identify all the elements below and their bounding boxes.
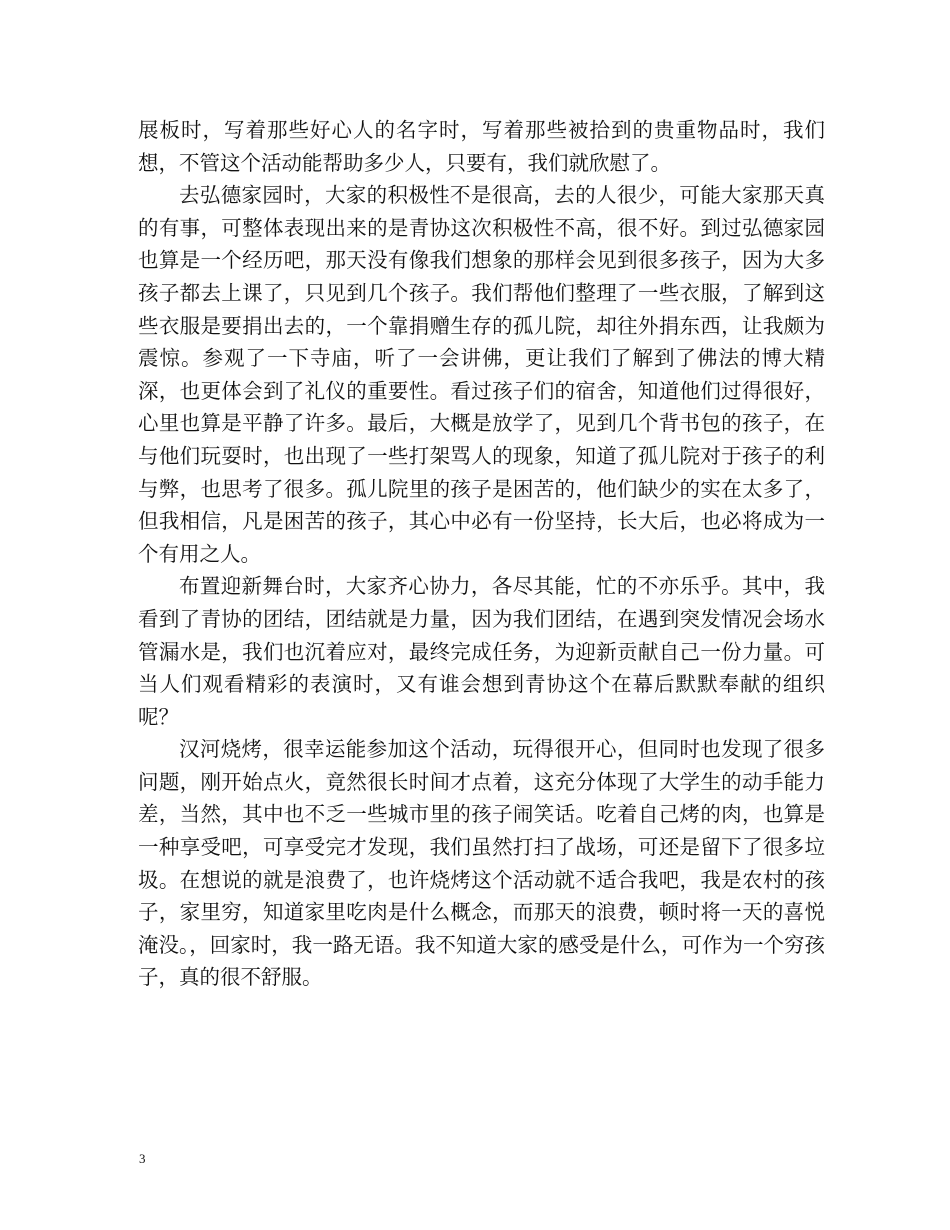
paragraph-1: 展板时，写着那些好心人的名字时，写着那些被拾到的贵重物品时，我们想，不管这个活动能帮助多少人，只要有，我们就欣慰了。 (138, 118, 825, 175)
paragraph-3: 布置迎新舞台时，大家齐心协力，各尽其能，忙的不亦乐乎。其中，我看到了青协的团结，团结就是力量，因为我们团结，在遇到突发情况会场水管漏水是，我们也沉着应对，最终完成任务，为迎新贡献自己一份力量。可当人们观看精彩的表演时，又有谁会想到青协这个在幕后默默奉献的组织呢？ (138, 574, 825, 729)
paragraph-2: 去弘德家园时，大家的积极性不是很高，去的人很少，可能大家那天真的有事，可整体表现出来的是青协这次积极性不高，很不好。到过弘德家园也算是一个经历吧，那天没有像我们想象的那样会见到很多孩子，因为大多孩子都去上课了，只见到几个孩子。我们帮他们整理了一些衣服，了解到这些衣服是要捐出去的，一个靠捐赠生存的孤儿院，却往外捐东西，让我颇为震惊。参观了一下寺庙，听了一会讲佛，更让我们了解到了佛法的博大精深，也更体会到了礼仪的重要性。看过孩子们的宿舍，知道他们过得很好，心里也算是平静了许多。最后，大概是放学了，见到几个背书包的孩子，在与他们玩耍时，也出现了一些打架骂人的现象，知道了孤儿院对于孩子的利与弊，也思考了很多。孤儿院里的孩子是困苦的，他们缺少的实在太多了，但我相信，凡是困苦的孩子，其心中必有一份坚持，长大后，也必将成为一个有用之人。 (138, 183, 825, 566)
paragraph-4: 汉河烧烤，很幸运能参加这个活动，玩得很开心，但同时也发现了很多问题，刚开始点火，竟然很长时间才点着，这充分体现了大学生的动手能力差，当然，其中也不乏一些城市里的孩子闹笑话。吃着自己烤的肉，也算是一种享受吧，可享受完才发现，我们虽然打扫了战场，可还是留下了很多垃圾。在想说的就是浪费了，也许烧烤这个活动就不适合我吧，我是农村的孩子，家里穷，知道家里吃肉是什么概念，而那天的浪费，顿时将一天的喜悦淹没。，回家时，我一路无语。我不知道大家的感受是什么，可作为一个穷孩子，真的很不舒服。 (138, 737, 825, 990)
page-number: 3 (139, 1151, 146, 1166)
document-body (138, 114, 825, 994)
